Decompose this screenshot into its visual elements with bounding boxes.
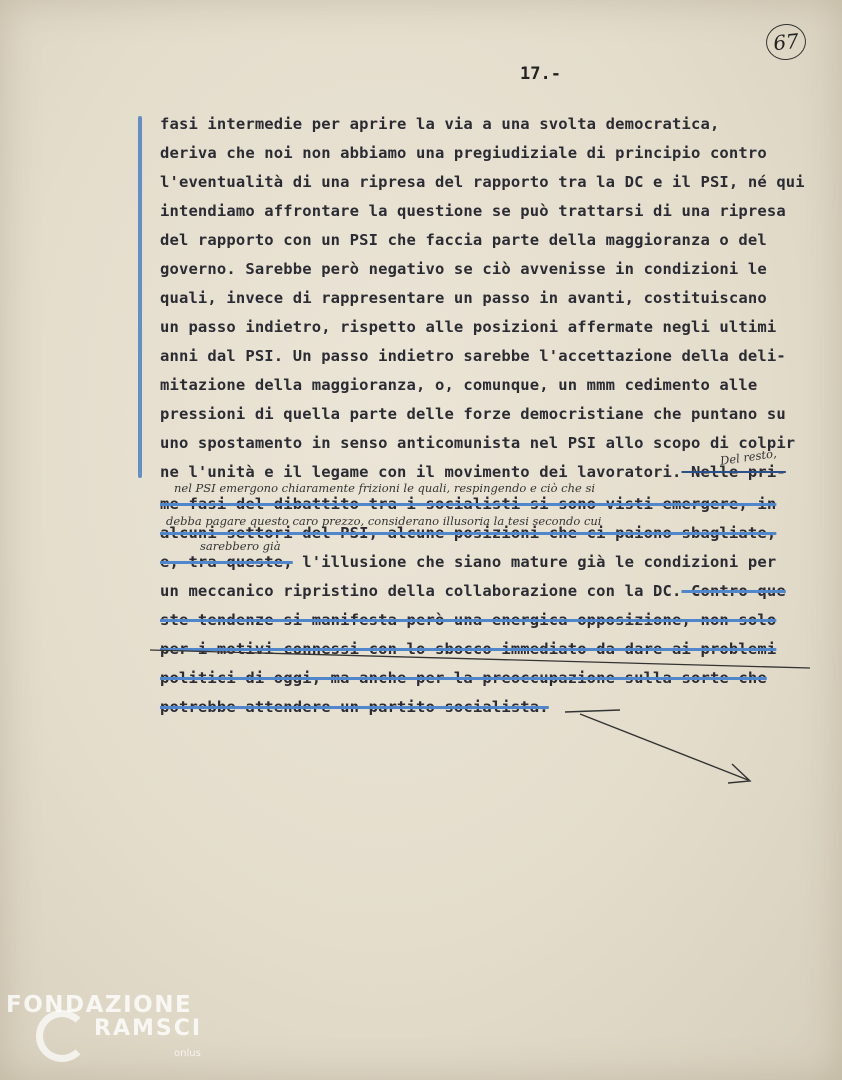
struck-text-line: me fasi del dibattito tra i socialisti si sono visti emergere, in bbox=[160, 495, 777, 513]
text-line: anni dal PSI. Un passo indietro sarebbe l'accettazione della deli- bbox=[160, 347, 786, 365]
struck-text-line: alcuni settori del PSI, alcune posizioni che ci paiono sbagliate, bbox=[160, 524, 777, 542]
pen-underline bbox=[150, 650, 810, 668]
struck-text: Contro que bbox=[681, 582, 786, 600]
text-line: quali, invece di rappresentare un passo in avanti, costituiscano bbox=[160, 289, 767, 307]
line-text: un meccanico ripristino della collaborazione con la DC. bbox=[160, 582, 682, 600]
text-line: fasi intermedie per aprire la via a una svolta democratica, bbox=[160, 115, 720, 133]
line-text: ne l'unità e il legame con il movimento dei lavoratori. bbox=[160, 463, 682, 481]
handwritten-note-line3: sarebbero già bbox=[200, 539, 281, 553]
logo-g-icon bbox=[36, 1010, 88, 1062]
text-line: del rapporto con un PSI che faccia parte della maggioranza o del bbox=[160, 231, 767, 249]
struck-text-line: per i motivi connessi con lo sbocco immediato da dare ai problemi bbox=[160, 640, 777, 658]
text-line: governo. Sarebbe però negativo se ciò avvenisse in condizioni le bbox=[160, 260, 767, 278]
struck-text: Nelle pri- bbox=[681, 463, 786, 481]
text-line: un passo indietro, rispetto alle posizioni affermate negli ultimi bbox=[160, 318, 777, 336]
text-line: intendiamo affrontare la questione se può trattarsi di una ripresa bbox=[160, 202, 786, 220]
struck-text-line: potrebbe attendere un partito socialista. bbox=[160, 698, 549, 716]
struck-text-line: ste tendenze si manifesta però una energica opposizione, non solo bbox=[160, 611, 777, 629]
text-line: uno spostamento in senso anticomunista nel PSI allo scopo di colpir bbox=[160, 434, 796, 452]
struck-text: e, tra queste, bbox=[160, 553, 293, 571]
line-text: l'illusione che siano mature già le condizioni per bbox=[292, 553, 777, 571]
text-line: pressioni di quella parte delle forze democristiane che puntano su bbox=[160, 405, 786, 423]
logo-line3: onlus bbox=[174, 1048, 201, 1059]
text-line: deriva che noi non abbiamo una pregiudiziale di principio contro bbox=[160, 144, 767, 162]
fondazione-gramsci-logo bbox=[6, 992, 216, 1072]
struck-text-line: politici di oggi, ma anche per la preoccupazione sulla sorte che bbox=[160, 669, 767, 687]
logo-line1: FONDAZIONE bbox=[6, 992, 193, 1018]
handwritten-note-line1: nel PSI emergono chiaramente frizioni le quali, respingendo e ciò che si bbox=[174, 481, 596, 495]
text-line: mitazione della maggioranza, o, comunque, un mmm cedimento alle bbox=[160, 376, 758, 394]
archive-page-number: 67 bbox=[764, 22, 808, 62]
pen-arrow bbox=[565, 710, 748, 780]
handwritten-note-line2: debba pagare questo caro prezzo, considerano illusoria la tesi secondo cui bbox=[166, 514, 602, 528]
typed-page-number: 17.- bbox=[520, 64, 561, 84]
text-line: l'eventualità di una ripresa del rapporto tra la DC e il PSI, né qui bbox=[160, 173, 805, 191]
logo-line2: RAMSCI bbox=[94, 1016, 203, 1041]
handwritten-note-top: Del resto, bbox=[719, 446, 778, 468]
